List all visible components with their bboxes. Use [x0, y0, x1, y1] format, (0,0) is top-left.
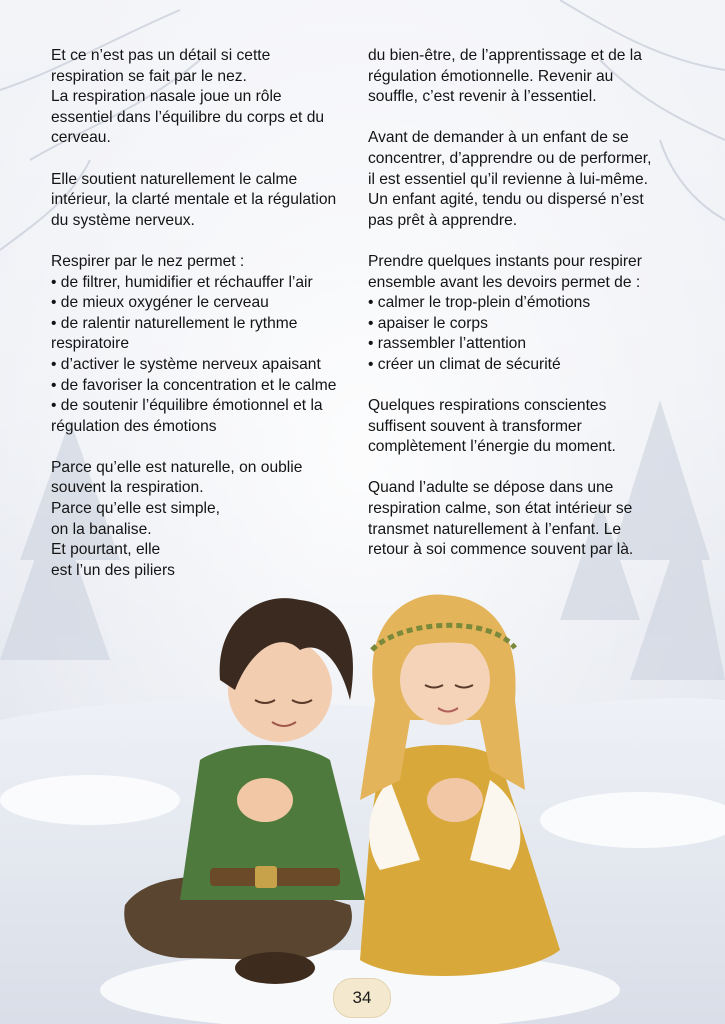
left-text-column: [51, 46, 356, 581]
list-item: • calmer le trop-plein d’émotions: [368, 294, 591, 312]
text-line: régulation émotionnelle. Revenir au: [368, 67, 614, 85]
list-item: • de ralentir naturellement le rythme: [51, 314, 298, 332]
text-line: Parce qu’elle est naturelle, on oublie: [51, 458, 303, 476]
text-line: Avant de demander à un enfant de se: [368, 129, 629, 147]
text-line: concentrer, d’apprendre ou de performer,: [368, 149, 652, 167]
text-line: respiration se fait par le nez.: [51, 67, 247, 85]
text-line: Parce qu’elle est simple,: [51, 500, 221, 518]
text-line: La respiration nasale joue un rôle: [51, 88, 282, 106]
text-line: Elle soutient naturellement le calme: [51, 170, 298, 188]
text-line: du système nerveux.: [51, 211, 195, 229]
text-line: pas prêt à apprendre.: [368, 211, 518, 229]
text-line: suffisent souvent à transformer: [368, 417, 582, 435]
text-line: est l’un des piliers: [51, 561, 175, 579]
text-line: retour à soi commence souvent par là.: [368, 541, 634, 559]
text-line: du bien-être, de l’apprentissage et de la: [368, 47, 642, 64]
text-line: essentiel dans l’équilibre du corps et du: [51, 108, 325, 126]
text-line: on la banalise.: [51, 520, 152, 538]
list-item: • rassembler l’attention: [368, 335, 527, 353]
text-line: cerveau.: [51, 129, 111, 147]
page-number-badge: 34: [333, 978, 391, 1018]
list-intro: Prendre quelques instants pour respirer: [368, 252, 642, 270]
text-line: transmet naturellement à l’enfant. Le: [368, 520, 622, 538]
text-line: souffle, c’est revenir à l’essentiel.: [368, 88, 597, 106]
list-item: • de favoriser la concentration et le calme: [51, 376, 337, 394]
text-line: il est essentiel qu’il revienne à lui-même.: [368, 170, 648, 188]
text-line: Et pourtant, elle: [51, 541, 161, 559]
list-item: • de filtrer, humidifier et réchauffer l’air: [51, 273, 313, 291]
text-line: souvent la respiration.: [51, 479, 204, 497]
list-item: régulation des émotions: [51, 417, 217, 435]
text-line: Quelques respirations conscientes: [368, 397, 607, 415]
text-line: complètement l’énergie du moment.: [368, 438, 616, 456]
list-intro: Respirer par le nez permet :: [51, 252, 245, 270]
text-line: intérieur, la clarté mentale et la régulation: [51, 191, 337, 209]
list-intro: ensemble avant les devoirs permet de :: [368, 273, 641, 291]
list-item: • de soutenir l’équilibre émotionnel et la: [51, 397, 323, 415]
text-line: respiration calme, son état intérieur se: [368, 500, 633, 518]
text-line: Quand l’adulte se dépose dans une: [368, 479, 614, 497]
list-item: • de mieux oxygéner le cerveau: [51, 294, 269, 312]
text-line: Et ce n’est pas un détail si cette: [51, 47, 271, 64]
list-item: • d’activer le système nerveux apaisant: [51, 355, 321, 373]
list-item: • créer un climat de sécurité: [368, 355, 561, 373]
text-line: Un enfant agité, tendu ou dispersé n’est: [368, 191, 644, 209]
list-item: • apaiser le corps: [368, 314, 488, 332]
right-text-column: [368, 46, 673, 561]
list-item: respiratoire: [51, 335, 129, 353]
